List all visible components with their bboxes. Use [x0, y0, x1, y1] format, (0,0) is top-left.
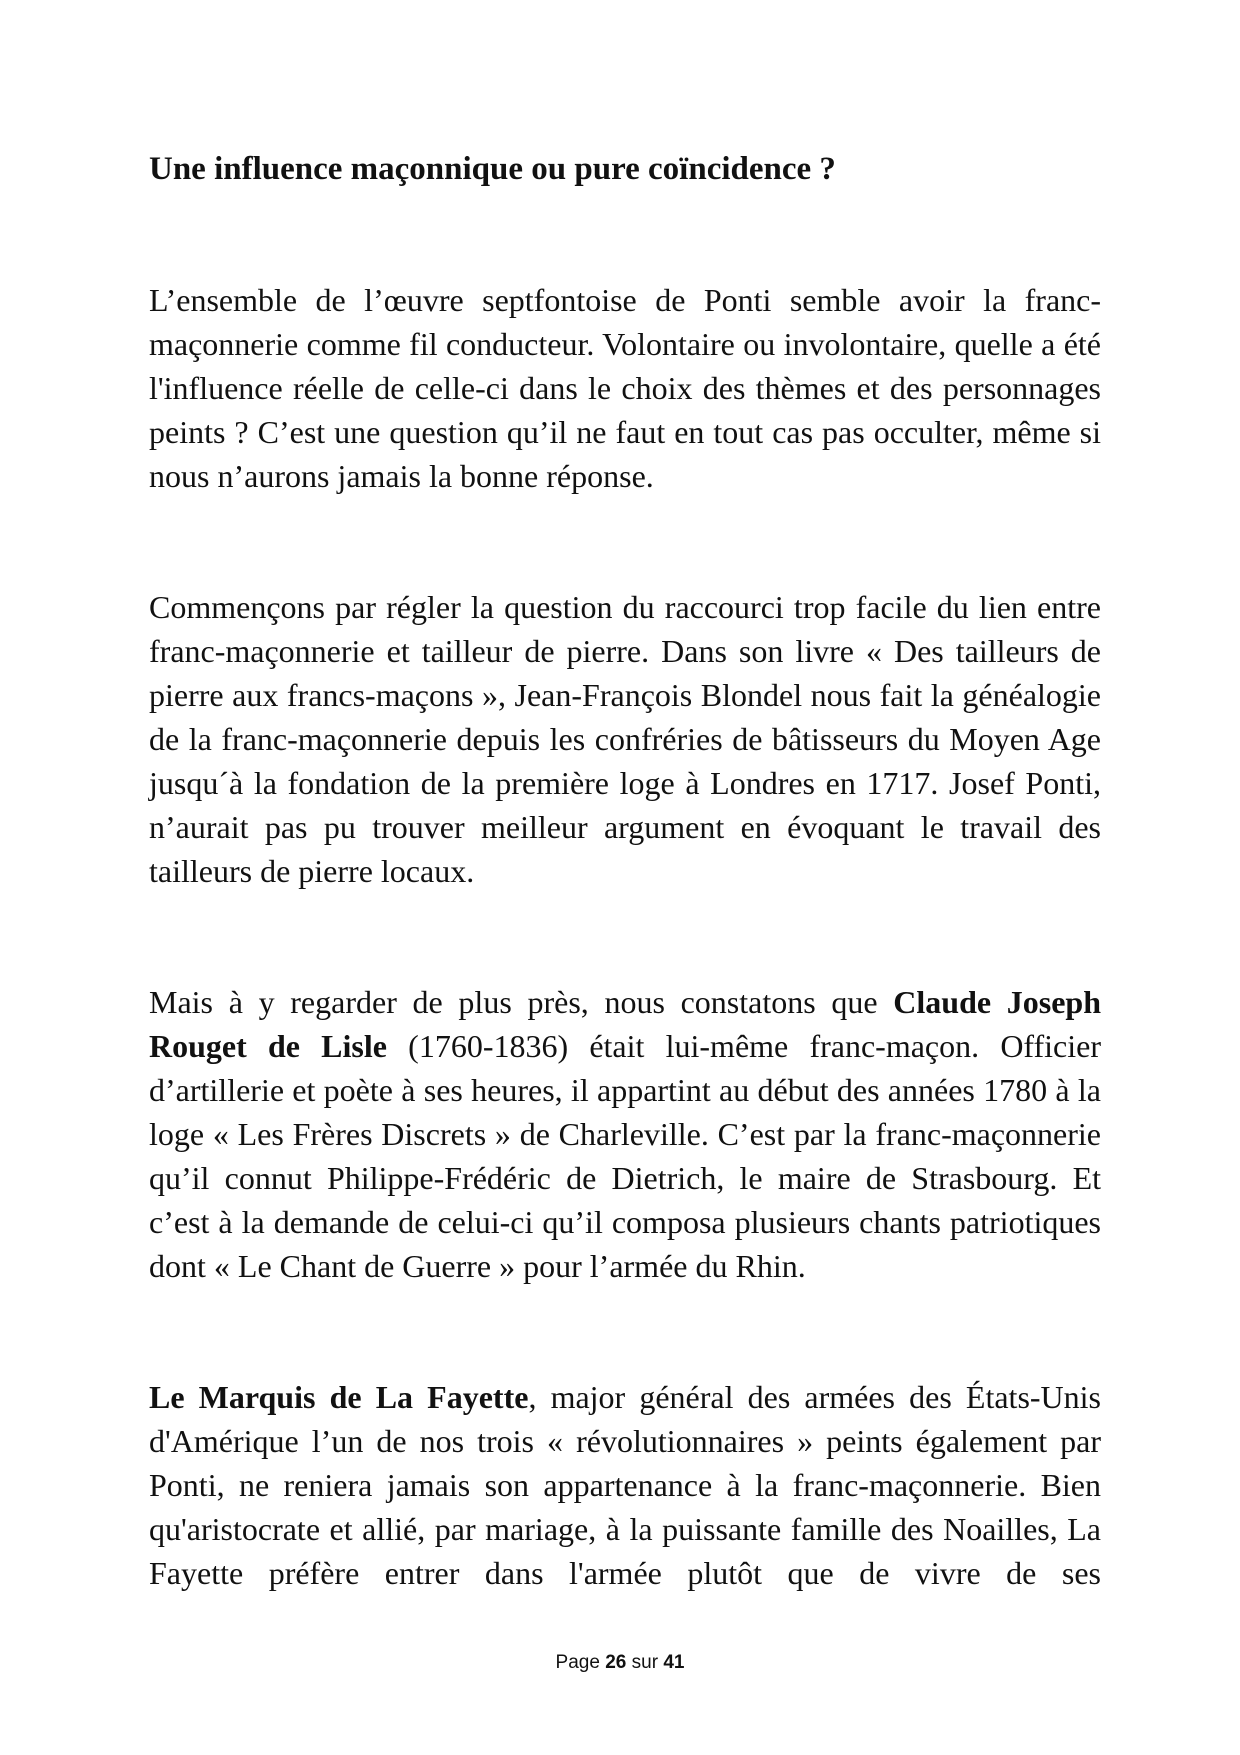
- paragraph-rouget-de-lisle: [149, 980, 1101, 1288]
- page-number-footer: [0, 1650, 1240, 1676]
- section-heading: Une influence maçonnique ou pure coïncidence ?: [149, 151, 836, 187]
- page-label: Page: [555, 1652, 600, 1673]
- total-page-count: 41: [663, 1652, 685, 1673]
- current-page-number: 26: [605, 1652, 627, 1673]
- person-name-rouget-de-lisle: Claude Joseph Rouget de Lisle: [149, 984, 1101, 1064]
- person-name-la-fayette: Le Marquis de La Fayette: [149, 1379, 529, 1415]
- paragraph-la-fayette: [149, 1375, 1101, 1595]
- paragraph-rest-text: , major général des armées des États-Unis d'Amérique l’un de nos trois « révolutionnaires » peints également par Ponti, ne reniera jamais son appartenance à la franc-maçonnerie. Bien qu'aristocrate et allié, par mariage, à la puissante famille des Noailles, La Fayette préfère entrer dans l'armée plutôt que de vivre de ses: [149, 1379, 1102, 1591]
- paragraph-oeuvre-intro: L’ensemble de l’œuvre septfontoise de Ponti semble avoir la franc-maçonnerie comme fil conducteur. Volontaire ou involontaire, quelle a été l'influence réelle de celle-ci dans le choix des thèmes et des personnages peints ? C’est une question qu’il ne faut en tout cas pas occulter, même si nous n’aurons jamais la bonne réponse.: [149, 282, 1101, 494]
- paragraph-lead-text: Mais à y regarder de plus près, nous constatons que: [149, 984, 894, 1020]
- paragraph-rest-text: (1760-1836) était lui-même franc-maçon. Officier d’artillerie et poète à ses heures, il appartint au début des années 1780 à la loge « Les Frères Discrets » de Charleville. C’est par la franc-maçonnerie qu’il connut Philippe-Frédéric de Dietrich, le maire de Strasbourg. Et c’est à la demande de celui-ci qu’il composa plusieurs chants patriotiques dont « Le Chant de Guerre » pour l’armée du Rhin.: [149, 1028, 1101, 1284]
- paragraph-tailleurs-de-pierre: Commençons par régler la question du raccourci trop facile du lien entre franc-maçonnerie et tailleur de pierre. Dans son livre « Des tailleurs de pierre aux francs-maçons », Jean-François Blondel nous fait la généalogie de la franc-maçonnerie depuis les confréries de bâtisseurs du Moyen Age jusqu´à la fondation de la première loge à Londres en 1717. Josef Ponti, n’aurait pas pu trouver meilleur argument en évoquant le travail des tailleurs de pierre locaux.: [149, 589, 1101, 889]
- page-separator: sur: [631, 1652, 659, 1673]
